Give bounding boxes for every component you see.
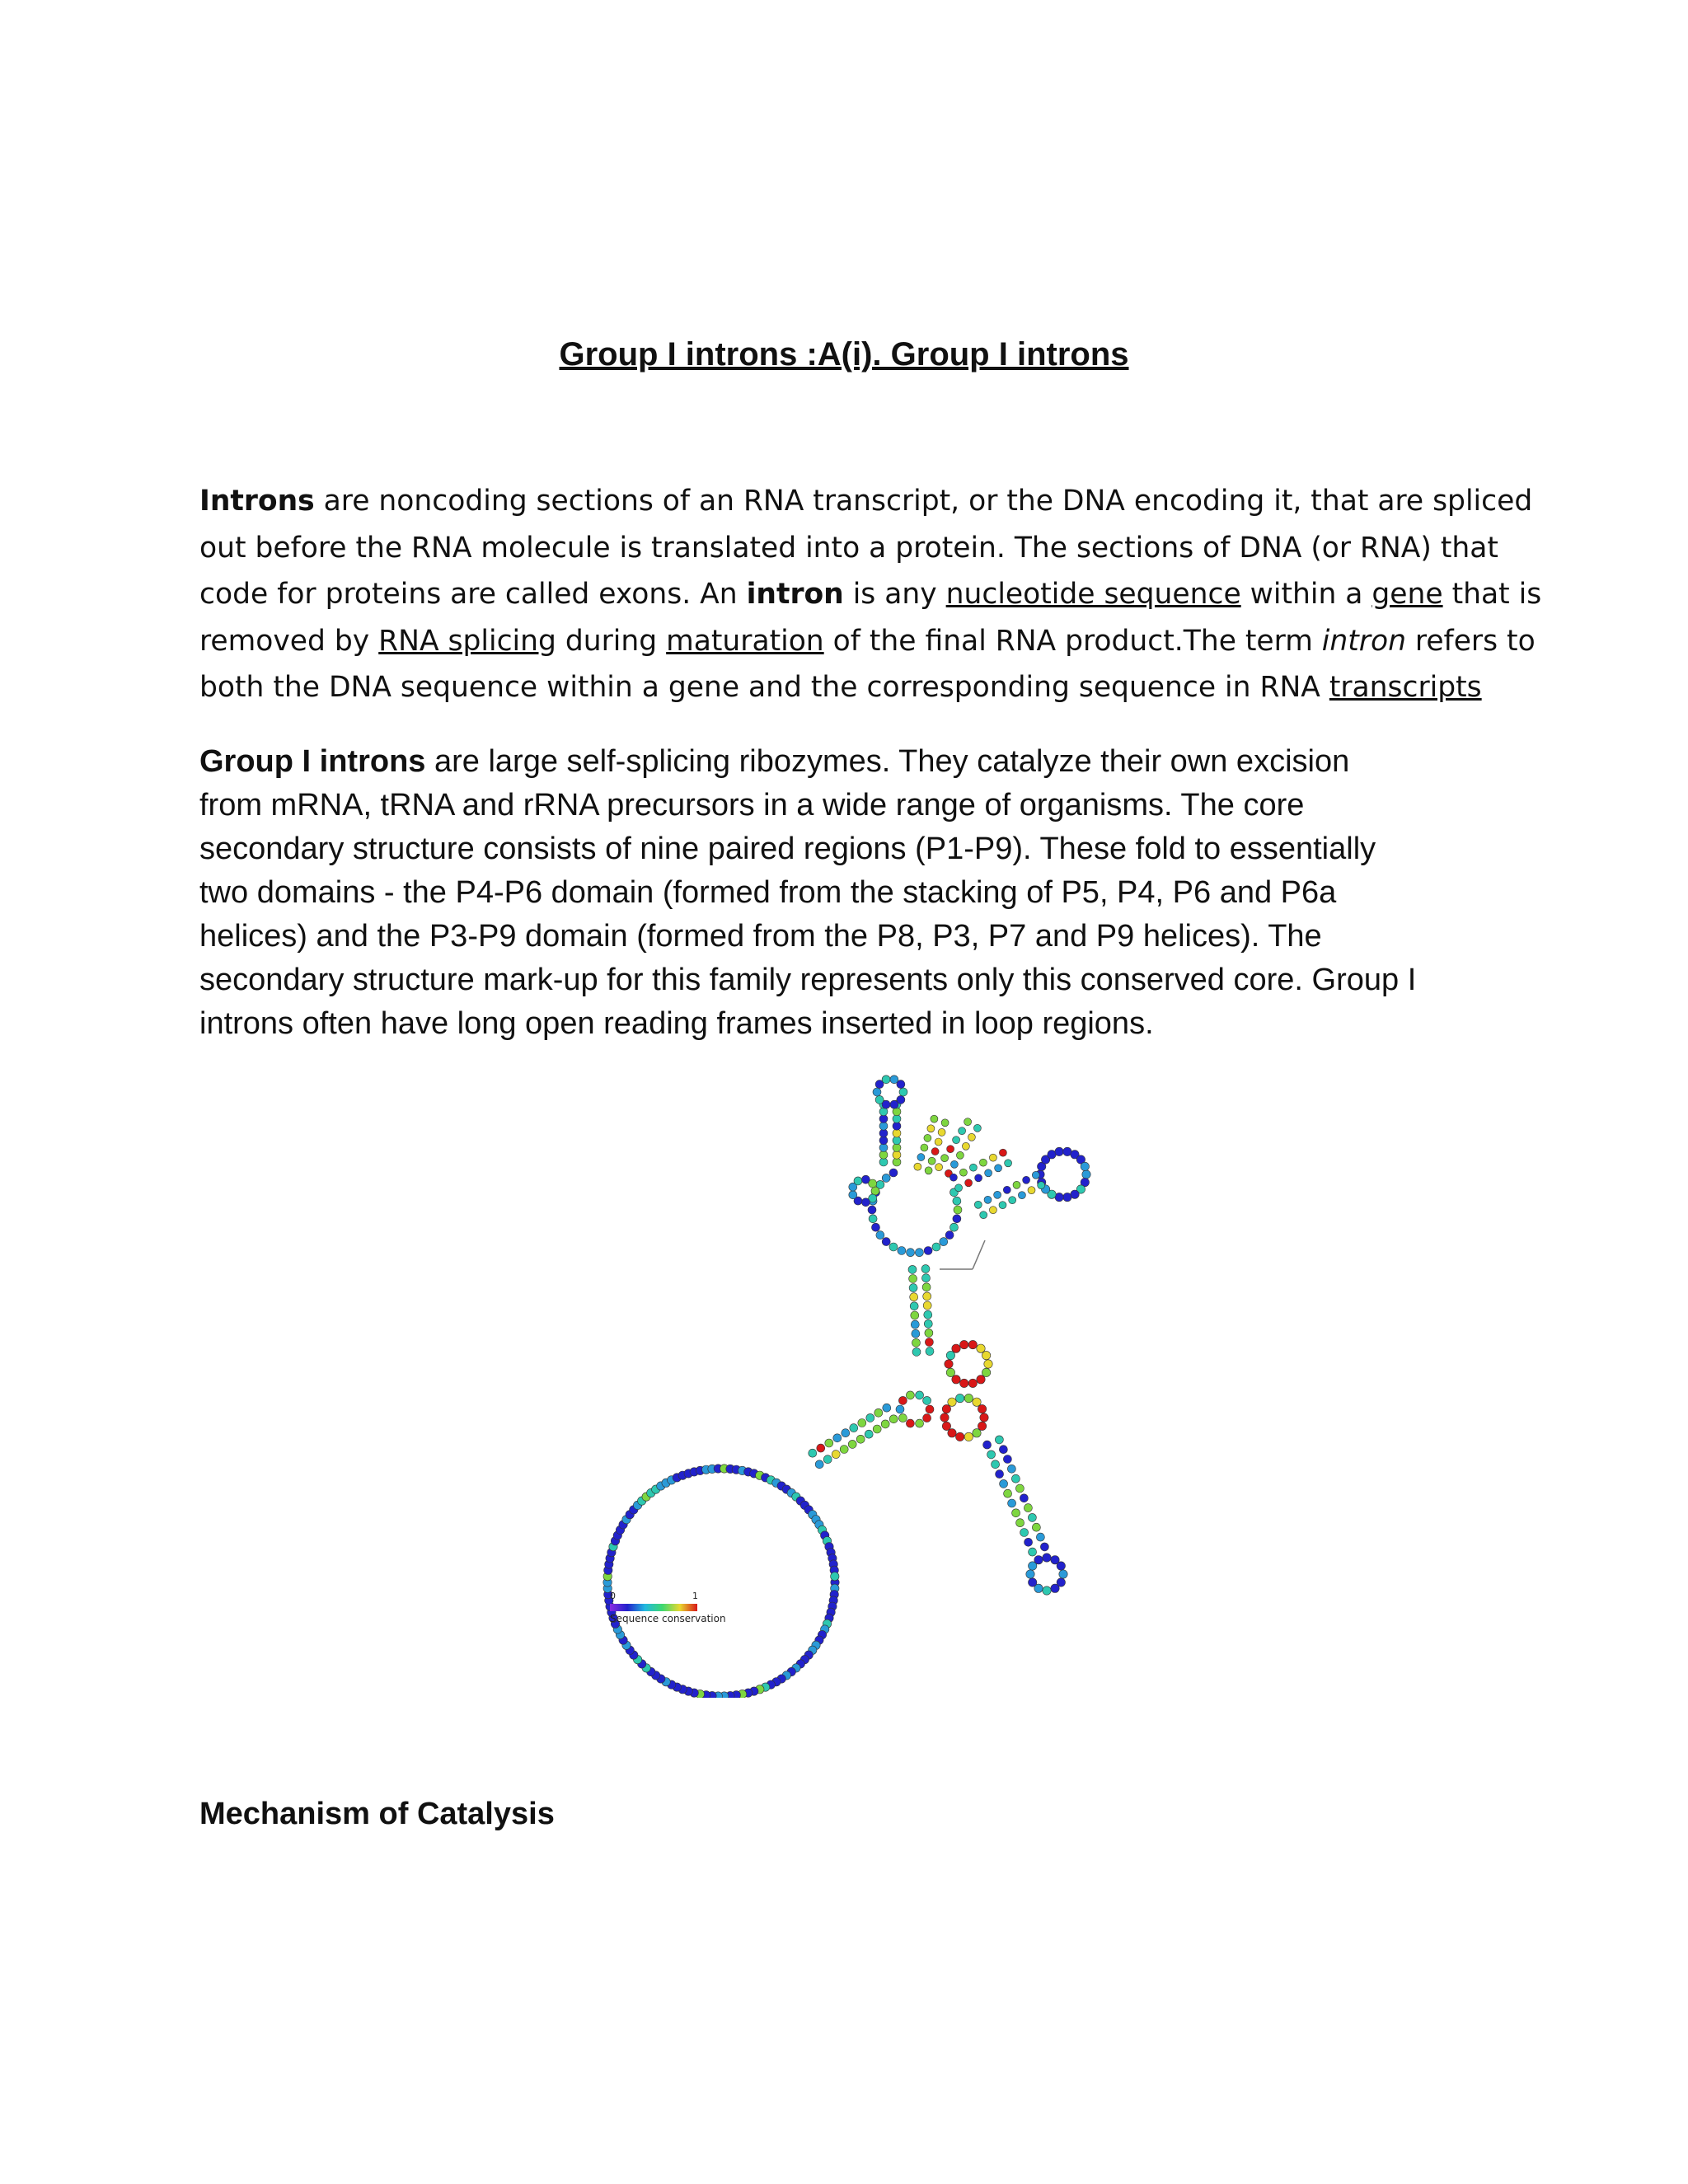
nucleotide <box>955 1184 963 1192</box>
nucleotide <box>926 1347 934 1356</box>
nucleotide <box>968 1340 977 1348</box>
introns-paragraph: Introns are noncoding sections of an RNA transcript, or the DNA encoding it, that are spliced out before the RNA molecule is translated into a protein. The sections of DNA (or RNA) that code for proteins are called exons. An intron is any nucleotide sequence within a gene that is removed by RNA splicing during maturation of the final RNA product.The term intron refers to both the DNA sequence within a gene and the corresponding sequence in RNA transcripts <box>199 485 1542 704</box>
nucleotide <box>815 1460 823 1469</box>
nucleotide <box>912 1338 921 1347</box>
legend-color-bar <box>610 1604 697 1611</box>
nucleotide <box>914 1163 921 1170</box>
nucleotide <box>960 1379 968 1387</box>
nucleotide <box>865 1430 873 1438</box>
nucleotide <box>1038 1182 1045 1189</box>
nucleotide <box>868 1206 876 1214</box>
nucleotide <box>1025 1538 1033 1546</box>
nucleotide <box>931 1115 938 1122</box>
nucleotide <box>964 1432 973 1441</box>
nucleotide <box>1003 1455 1011 1464</box>
nucleotide <box>924 1319 932 1328</box>
nucleotide <box>1034 1556 1043 1564</box>
nucleotide <box>832 1451 840 1459</box>
nucleotide <box>908 1265 917 1273</box>
nucleotide <box>940 1238 948 1246</box>
nucleotide <box>898 1247 906 1255</box>
nucleotide <box>928 1157 935 1165</box>
nucleotide <box>1004 1489 1012 1497</box>
nucleotide <box>848 1440 856 1448</box>
nucleotide <box>907 1249 915 1257</box>
nucleotide <box>964 1118 972 1126</box>
nucleotide <box>946 1368 954 1376</box>
nucleotide <box>923 1414 931 1422</box>
nucleotide <box>989 1207 996 1214</box>
nucleotide <box>809 1449 817 1457</box>
nucleotide <box>912 1329 920 1338</box>
nucleotide <box>831 1572 839 1581</box>
nucleotide <box>946 1351 954 1359</box>
nucleotide <box>938 1128 945 1136</box>
nucleotide <box>935 1164 943 1171</box>
nucleotide <box>941 1155 949 1162</box>
nucleotide <box>881 1420 889 1428</box>
nucleotide <box>1032 1523 1040 1531</box>
nucleotide <box>950 1174 957 1181</box>
nucleotide <box>1029 1578 1037 1586</box>
nucleotide <box>925 1329 933 1337</box>
nucleotide <box>960 1340 968 1348</box>
nucleotide <box>984 1196 992 1203</box>
nucleotide <box>1023 1176 1030 1183</box>
nucleotide <box>854 1177 862 1185</box>
nucleotide <box>968 1133 975 1141</box>
nucleotide <box>956 1432 964 1441</box>
nucleotide <box>817 1444 825 1452</box>
nucleotide <box>1059 1570 1067 1578</box>
nucleotide <box>973 1398 981 1406</box>
nucleotide <box>1016 1519 1025 1527</box>
nucleotide <box>923 1396 931 1404</box>
nucleotide <box>948 1429 956 1437</box>
nucleotide <box>953 1137 960 1144</box>
nucleotide <box>879 1137 888 1145</box>
nucleotide <box>916 1391 924 1399</box>
nucleotide <box>921 1265 930 1273</box>
nucleotide <box>861 1198 870 1207</box>
rna-structure-diagram <box>544 1071 1154 1698</box>
nucleotide <box>823 1455 832 1464</box>
nucleotide <box>985 1169 992 1177</box>
nucleotide <box>974 1201 982 1208</box>
nucleotide <box>872 1223 880 1231</box>
nucleotide <box>945 1231 954 1240</box>
nucleotide <box>995 1165 1002 1172</box>
legend-min-label: 0 <box>610 1591 616 1601</box>
nucleotide <box>950 1223 959 1231</box>
legend-max-label: 1 <box>692 1591 698 1601</box>
nucleotide <box>1055 1147 1063 1155</box>
nucleotide <box>965 1179 973 1187</box>
nucleotide <box>980 1413 988 1422</box>
nucleotide <box>1063 1193 1071 1201</box>
nucleotide <box>925 1167 932 1174</box>
nucleotide <box>1020 1529 1029 1537</box>
nucleotide <box>921 1144 928 1151</box>
term-group-i-introns: Group I introns <box>199 744 426 779</box>
nucleotide <box>999 1149 1006 1156</box>
nucleotide <box>1057 1562 1065 1570</box>
nucleotide <box>858 1419 866 1427</box>
nucleotide <box>1000 1479 1008 1488</box>
nucleotide <box>893 1137 901 1145</box>
nucleotide <box>942 1404 950 1413</box>
link-maturation[interactable]: maturation <box>666 624 824 658</box>
nucleotide <box>932 1243 940 1251</box>
nucleotide <box>1029 1548 1037 1556</box>
term-intron-italic: intron <box>1321 624 1406 658</box>
nucleotide <box>1009 1197 1016 1204</box>
nucleotide <box>893 1122 901 1130</box>
legend-caption: Sequence conservation <box>610 1613 726 1624</box>
nucleotide <box>1081 1162 1089 1170</box>
nucleotide <box>994 1191 1001 1198</box>
nucleotide <box>989 1154 996 1161</box>
rna-secondary-structure-figure <box>544 1071 1154 1698</box>
nucleotide <box>999 1202 1006 1209</box>
nucleotide <box>1008 1499 1016 1507</box>
nucleotide <box>982 1368 990 1376</box>
nucleotide <box>909 1284 917 1292</box>
nucleotide <box>911 1311 919 1319</box>
nucleotide <box>922 1274 931 1282</box>
nucleotide <box>973 1429 981 1437</box>
nucleotide <box>983 1441 992 1449</box>
nucleotide <box>1051 1584 1059 1592</box>
term-intron: intron <box>746 578 844 611</box>
nucleotide <box>959 1169 967 1176</box>
nucleotide <box>962 1142 969 1150</box>
nucleotide <box>882 1076 890 1084</box>
link-nucleotide-sequence[interactable]: nucleotide sequence <box>945 578 1241 611</box>
nucleotide <box>910 1302 918 1310</box>
nucleotide <box>924 1310 932 1319</box>
nucleotide <box>1003 1186 1010 1193</box>
nucleotide <box>1026 1570 1034 1578</box>
nucleotide <box>889 1169 898 1177</box>
nucleotide <box>1028 1513 1036 1521</box>
link-transcripts[interactable]: transcripts <box>1329 671 1482 704</box>
nucleotide <box>956 1151 964 1159</box>
nucleotide <box>916 1419 924 1427</box>
nucleotide <box>978 1422 986 1430</box>
nucleotide <box>898 1396 907 1404</box>
nucleotide <box>883 1404 891 1412</box>
nucleotide <box>849 1191 857 1199</box>
nucleotide <box>995 1436 1003 1444</box>
nucleotide <box>833 1434 842 1442</box>
nucleotide <box>947 1146 954 1153</box>
nucleotide <box>1018 1192 1025 1199</box>
nucleotide <box>893 1151 901 1159</box>
nucleotide <box>897 1080 905 1089</box>
nucleotide <box>866 1413 874 1422</box>
nucleotide <box>906 1391 914 1399</box>
nucleotide <box>871 1187 879 1195</box>
nucleotide <box>1011 1474 1020 1483</box>
nucleotide <box>912 1347 921 1356</box>
nucleotide <box>999 1446 1007 1454</box>
nucleotide <box>959 1127 966 1135</box>
nucleotide <box>1036 1533 1044 1541</box>
nucleotide <box>915 1249 923 1257</box>
nucleotide <box>922 1283 931 1291</box>
nucleotide <box>975 1174 982 1182</box>
conservation-legend <box>610 1591 726 1624</box>
link-gene[interactable]: gene <box>1372 578 1443 611</box>
nucleotide <box>956 1394 964 1402</box>
nucleotide <box>940 1413 949 1422</box>
term-introns: Introns <box>199 485 315 518</box>
nucleotide <box>909 1275 917 1283</box>
nucleotide <box>945 1360 953 1368</box>
nucleotide <box>950 1160 958 1168</box>
nucleotide <box>882 1238 890 1246</box>
nucleotide <box>879 1122 888 1130</box>
nucleotide <box>825 1439 833 1447</box>
nucleotide <box>942 1422 950 1430</box>
nucleotide <box>979 1159 987 1166</box>
nucleotide <box>953 1215 961 1223</box>
nucleotide <box>977 1344 985 1352</box>
nucleotide <box>1005 1160 1012 1167</box>
nucleotide <box>876 1231 884 1240</box>
group-i-introns-paragraph: Group I introns are large self-splicing ribozymes. They catalyze their own excision from mRNA, tRNA and rRNA precursors in a wide range of organisms. The core secondary structure consists of nine paired regions (P1-P9). These fold to essentially two domains - the P4-P6 domain (formed from the stacking of P5, P4, P6 and P6a helices) and the P3-P9 domain (formed from the P8, P3, P7 and P9 helices). The secondary structure mark-up for this family represents only this conserved core. Group I introns often have long open reading frames inserted in loop regions. <box>199 744 1417 1041</box>
nucleotide <box>992 1460 1000 1469</box>
nucleotide <box>899 1088 907 1096</box>
nucleotide <box>1040 1543 1048 1551</box>
nucleotide <box>952 1376 960 1384</box>
nucleotide <box>1024 1504 1032 1512</box>
nucleotide <box>906 1419 914 1427</box>
nucleotide <box>840 1446 848 1454</box>
nucleotide <box>954 1206 962 1214</box>
nucleotide <box>987 1451 996 1459</box>
nucleotide <box>911 1320 919 1329</box>
nucleotide <box>917 1154 925 1161</box>
nucleotide <box>935 1138 942 1146</box>
nucleotide <box>980 1212 987 1219</box>
nucleotide <box>869 1179 877 1188</box>
nucleotide <box>889 1243 898 1251</box>
nucleotide <box>931 1148 939 1155</box>
nucleotide <box>953 1197 961 1205</box>
nucleotide <box>1012 1509 1020 1517</box>
nucleotide <box>1015 1484 1024 1493</box>
nucleotide <box>948 1398 956 1406</box>
page-title: Group I introns :A(i). Group I introns <box>559 336 1129 373</box>
nucleotide <box>875 1095 884 1104</box>
section-heading-mechanism: Mechanism of Catalysis <box>199 1797 555 1831</box>
link-rna-splicing[interactable]: RNA splicing <box>378 624 556 658</box>
nucleotide <box>873 1425 881 1433</box>
nucleotide <box>924 1134 931 1141</box>
nucleotide <box>1082 1170 1090 1179</box>
nucleotide <box>952 1344 960 1352</box>
nucleotide <box>984 1360 992 1368</box>
nucleotide <box>964 1394 973 1402</box>
nucleotide <box>850 1424 858 1432</box>
nucleotide <box>889 1415 898 1423</box>
nucleotide <box>926 1405 934 1413</box>
nucleotide <box>973 1124 981 1132</box>
nucleotide <box>924 1247 932 1255</box>
nucleotide <box>996 1470 1004 1479</box>
nucleotide <box>874 1408 883 1417</box>
nucleotide <box>923 1301 931 1310</box>
nucleotide <box>873 1088 881 1096</box>
nucleotide <box>941 1119 949 1127</box>
nucleotide <box>896 1405 904 1413</box>
nucleotide <box>842 1429 850 1437</box>
nucleotide <box>869 1215 877 1223</box>
nucleotide <box>910 1293 918 1301</box>
nucleotide <box>898 1414 907 1422</box>
nucleotide <box>1043 1554 1051 1562</box>
nucleotide <box>1043 1586 1051 1595</box>
nucleotide <box>1007 1465 1015 1473</box>
nucleotide <box>1020 1494 1028 1502</box>
nucleotide <box>1013 1181 1020 1188</box>
nucleotide <box>968 1379 977 1387</box>
nucleotide <box>927 1125 935 1132</box>
nucleotide <box>978 1404 986 1413</box>
nucleotide <box>1028 1187 1035 1194</box>
backbone-link <box>973 1240 985 1269</box>
nucleotide <box>890 1100 898 1108</box>
nucleotide <box>982 1351 990 1359</box>
nucleotide <box>1032 1171 1039 1179</box>
nucleotide <box>923 1292 931 1301</box>
nucleotide <box>882 1174 890 1182</box>
nucleotide <box>856 1435 865 1443</box>
nucleotide <box>925 1338 933 1347</box>
nucleotide <box>977 1376 985 1384</box>
nucleotide <box>969 1164 977 1171</box>
nucleotide <box>879 1151 888 1159</box>
